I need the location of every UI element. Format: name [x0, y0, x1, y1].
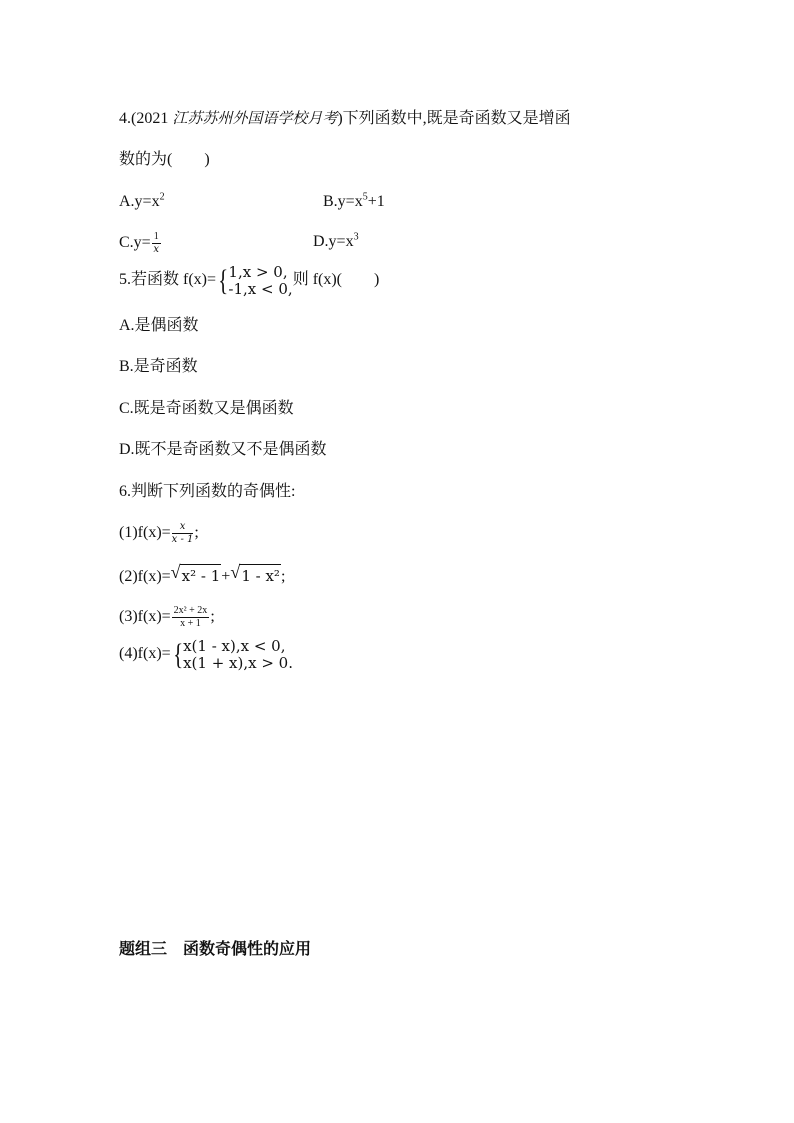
fraction-numerator: 2x² + 2x — [173, 605, 208, 616]
q4-option-d-text: D.y=x — [313, 233, 354, 250]
q5-stem-pre: 5.若函数 f(x)= — [119, 271, 217, 288]
q6-part-4-label: (4)f(x)= — [119, 645, 171, 662]
q5-stem — [119, 262, 379, 298]
q4-stem-text: )下列函数中,既是奇函数又是增函 — [337, 110, 571, 127]
q4-stem-line1 — [119, 108, 571, 129]
plus-sign: + — [221, 568, 231, 585]
q6-part-4-case-1: x(1 - x),x < 0, — [183, 636, 286, 655]
q4-option-a-exp: 2 — [159, 191, 165, 203]
fraction-denominator: x — [153, 244, 160, 255]
q4-option-a-text: A.y=x — [119, 193, 160, 210]
q6-part-1-fraction — [172, 522, 194, 545]
q4-option-c — [119, 232, 162, 255]
q4-option-c-text: C.y= — [119, 234, 151, 252]
fraction-numerator: x — [172, 522, 194, 534]
q6-part-4-case-2: x(1 + x),x > 0. — [183, 653, 293, 672]
q5-piecewise — [216, 262, 293, 298]
q5-case-1: 1,x > 0, — [228, 262, 288, 281]
q4-option-b — [323, 192, 385, 212]
q6-stem: 6.判断下列函数的奇偶性: — [119, 483, 296, 500]
q5-case-2: -1,x < 0, — [228, 279, 293, 298]
q6-part-2 — [119, 564, 285, 587]
fraction-numerator: 1 — [153, 231, 159, 242]
q6-part-4-cases — [183, 638, 293, 672]
brace-symbol: { — [172, 637, 183, 671]
q4-option-d-exp: 3 — [353, 231, 359, 243]
q5-option-d: D.既不是奇函数又不是偶函数 — [119, 441, 327, 458]
section-heading: 题组三 函数奇偶性的应用 — [119, 939, 312, 958]
q4-number: 4.(2021 — [119, 110, 169, 127]
q4-option-c-fraction — [152, 232, 161, 255]
sqrt-1 — [171, 564, 222, 587]
q5-option-b: B.是奇函数 — [119, 358, 198, 375]
radical-symbol: √ — [170, 562, 181, 582]
q6-part-3-fraction — [172, 606, 210, 629]
q5-option-a: A.是偶函数 — [119, 317, 199, 334]
q6-part-1 — [119, 522, 199, 545]
q6-part-2-end: ; — [280, 568, 286, 585]
radical-symbol: √ — [230, 562, 241, 582]
q6-part-4-piecewise — [171, 636, 293, 672]
q4-stem-line2: 数的为( ) — [119, 151, 210, 168]
q6-part-3 — [119, 606, 215, 629]
q5-cases — [228, 264, 292, 298]
q6-part-1-label: (1)f(x)= — [119, 524, 171, 542]
fraction-denominator: x + 1 — [180, 618, 201, 629]
q4-option-b-tail: +1 — [367, 193, 385, 210]
radicand-2: 1 - x² — [239, 564, 281, 586]
q6-part-2-label: (2)f(x)= — [119, 568, 171, 585]
q5-option-c: C.既是奇函数又是偶函数 — [119, 400, 294, 417]
q4-option-d — [313, 232, 359, 252]
sqrt-2 — [230, 564, 281, 587]
fraction-denominator: x - 1 — [171, 534, 194, 545]
q6-part-1-end: ; — [194, 524, 199, 542]
q4-option-b-text: B.y=x — [323, 193, 363, 210]
q5-stem-post: 则 f(x)( ) — [292, 271, 380, 288]
q4-source: 江苏苏州外国语学校月考 — [172, 109, 338, 127]
radicand-1: x² - 1 — [180, 564, 222, 586]
brace-symbol: { — [218, 263, 229, 297]
q6-part-3-end: ; — [210, 608, 215, 626]
q4-option-b-exp: 5 — [362, 191, 368, 203]
q4-option-a — [119, 192, 165, 212]
q6-part-4 — [119, 636, 293, 672]
q6-part-3-label: (3)f(x)= — [119, 608, 171, 626]
